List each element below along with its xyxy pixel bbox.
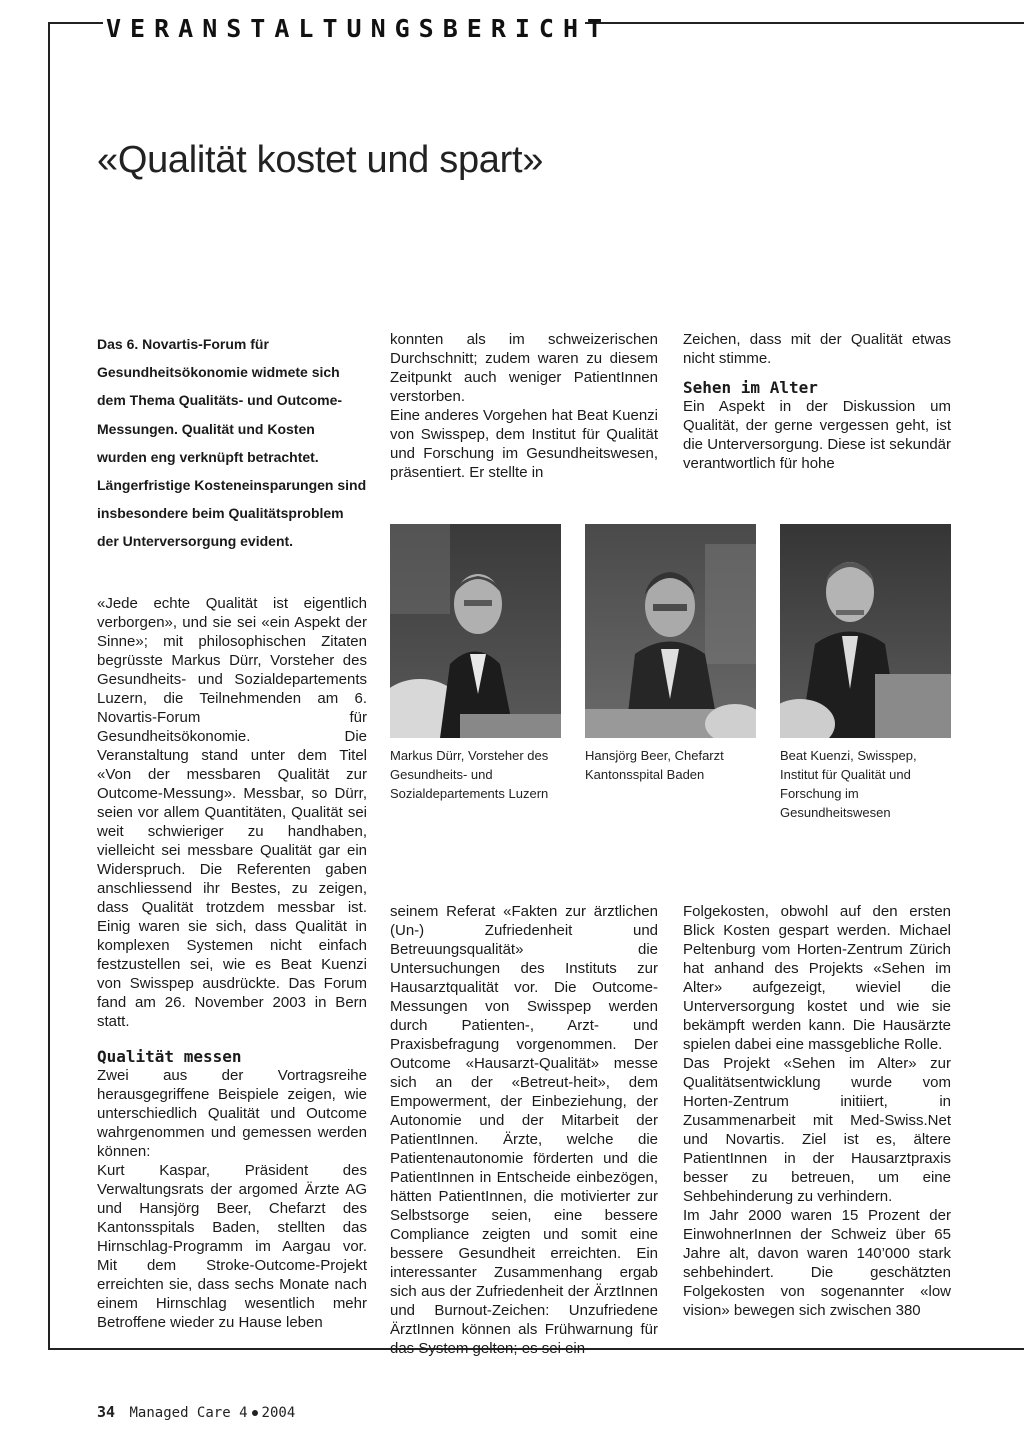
- photo-beat-kuenzi: [780, 524, 951, 738]
- paragraph: Folgekosten, obwohl auf den ersten Blick Kosten gespart werden. Michael Peltenburg vom Horten-Zentrum Zürich hat anhand des Projekts «Sehen im Alter» aufgezeigt, wieviel die Unterversorgung kostet und wie sie bekämpft werden kann. Die Hausärzte spielen dabei eine massgebliche Rolle.: [683, 903, 951, 1053]
- paragraph: konnten als im schweizerischen Durchschnitt; zudem waren zu diesem Zeitpunkt auch weniger PatientInnen verstorben.: [390, 331, 658, 405]
- bullet-icon: [252, 1410, 258, 1416]
- page-number: 34: [97, 1403, 116, 1421]
- photo-hansjoerg-beer: [585, 524, 756, 738]
- paragraph: Eine anderes Vorgehen hat Beat Kuenzi von Swisspep, dem Institut für Qualität und Forschung im Gesundheitswesen, präsentiert. Er stellte in: [390, 407, 658, 481]
- lead-text: Das 6. Novartis-Forum für Gesundheitsökonomie widmete sich dem Thema Qualitäts- und Outcome-Messungen. Qualität und Kosten wurden eng verknüpft betrachtet. Längerfristige Kosteneinsparungen sind insbesondere beim Qualitätsproblem der Unterversorgung evident.: [97, 336, 367, 550]
- frame-line-top: [48, 22, 103, 24]
- subheading: Sehen im Alter: [683, 378, 818, 397]
- column-3-bottom: [683, 902, 951, 1320]
- page-footer: [97, 1403, 295, 1421]
- paragraph: Im Jahr 2000 waren 15 Prozent der EinwohnerInnen der Schweiz über 65 Jahre alt, davon waren 140’000 stark sehbehindert. Die geschätzten Folgekosten von sogenannter «low vision» bewegen sich zwischen 380: [683, 1207, 951, 1319]
- paragraph: Zeichen, dass mit der Qualität etwas nicht stimme.: [683, 331, 951, 367]
- paragraph: «Jede echte Qualität ist eigentlich verborgen», und sie sei «ein Aspekt der Sinne»; mit philosophischen Zitaten begrüsste Markus Dürr, Vorsteher des Gesundheits- und Sozialdepartements Luzern, die Teilnehmenden am 6. Novartis-Forum für Gesundheitsökonomie. Die Veranstaltung stand unter dem Titel «Von der messbaren Qualität zur Outcome-Messung». Messbar, so Dürr, seien vor allem Quantitäten, Qualität sei weit schwieriger zu handhaben, vielleicht sei messbare Qualität gar ein Widerspruch. Die Referenten gaben anschliessend ihr Bestes, zu zeigen, dass Qualität trotzdem messbar ist. Einig waren sie sich, dass Qualität in komplexen Systemen nicht einfach festzustellen sei, wie es Beat Kuenzi von Swisspep ausdrückte. Das Forum fand am 26. November 2003 in Bern statt.: [97, 595, 367, 1030]
- subheading: Qualität messen: [97, 1047, 242, 1066]
- magazine-name: Managed Care: [129, 1405, 231, 1421]
- photo-caption: Beat Kuenzi, Swisspep, Institut für Qualität und Forschung im Gesundheitswesen: [780, 748, 917, 820]
- section-label: VERANSTALTUNGSBERICHT: [106, 14, 612, 43]
- column-2-bottom: [390, 902, 658, 1358]
- paragraph: Kurt Kaspar, Präsident des Verwaltungsrats der argomed Ärzte AG und Hansjörg Beer, Chefarzt des Kantonsspitals Baden, stellten das Hirnschlag-Programm im Aargau vor. Mit dem Stroke-Outcome-Projekt erreichten sie, dass sechs Monate nach einem Hirnschlag wesentlich mehr Betroffene wieder zu Hause leben: [97, 1162, 367, 1331]
- paragraph: seinem Referat «Fakten zur ärztlichen (Un-) Zufriedenheit und Betreuungsqualität» die Untersuchungen des Instituts zur Hausarztqualität vor. Die Outcome-Messungen von Swisspep werden durch Patienten-, Arzt- und Praxisbefragung vorgenommen. Der Outcome «Hausarzt-Qualität» messe sich an der «Betreut-heit», dem Empowerment, der Einbeziehung, der Autonomie und der Mitarbeit der PatientInnen. Ärzte, welche die Patientenautonomie förderten und die PatientInnen in Entscheide einbezögen, hätten PatientInnen, die motivierter zur Selbstsorge seien, eine bessere Compliance zeigten und somit eine bessere Gesundheit erreichten. Ein interessanter Zusammenhang ergab sich aus der Zufriedenheit der ÄrztInnen und Burnout-Zeichen: Unzufriedene ÄrztInnen können als Frühwarnung für das System gelten; es sei ein: [390, 903, 658, 1357]
- article-lead: [97, 330, 367, 556]
- paragraph: Ein Aspekt in der Diskussion um Qualität, der gerne vergessen geht, ist die Unterversorgung. Diese ist sekundär verantwortlich für hohe: [683, 398, 951, 472]
- issue-year: 2004: [261, 1405, 296, 1421]
- article-title: «Qualität kostet und spart»: [97, 139, 544, 181]
- photo-caption: Hansjörg Beer, Chefarzt Kantonsspital Baden: [585, 748, 724, 782]
- column-1: [97, 594, 367, 1332]
- column-3-top: [683, 330, 951, 473]
- frame-line-left: [48, 22, 50, 1348]
- column-2-top: [390, 330, 658, 482]
- issue-number: 4: [239, 1405, 248, 1421]
- frame-line-top-right: [585, 22, 1024, 24]
- paragraph: Zwei aus der Vortragsreihe herausgegriffene Beispiele zeigen, wie unterschiedlich Qualität und Outcome wahrgenommen und gemessen werden können:: [97, 1067, 367, 1160]
- photo-markus-duerr: [390, 524, 561, 738]
- photo-caption: Markus Dürr, Vorsteher des Gesundheits- und Sozialdepartements Luzern: [390, 748, 549, 801]
- paragraph: Das Projekt «Sehen im Alter» zur Qualitätsentwicklung wurde vom Horten-Zentrum initiiert, in Zusammenarbeit mit Med-Swiss.Net und Novartis. Ziel ist es, ältere PatientInnen in der Hausarztpraxis besser zu betreuen, um eine Sehbehinderung zu verhindern.: [683, 1055, 951, 1205]
